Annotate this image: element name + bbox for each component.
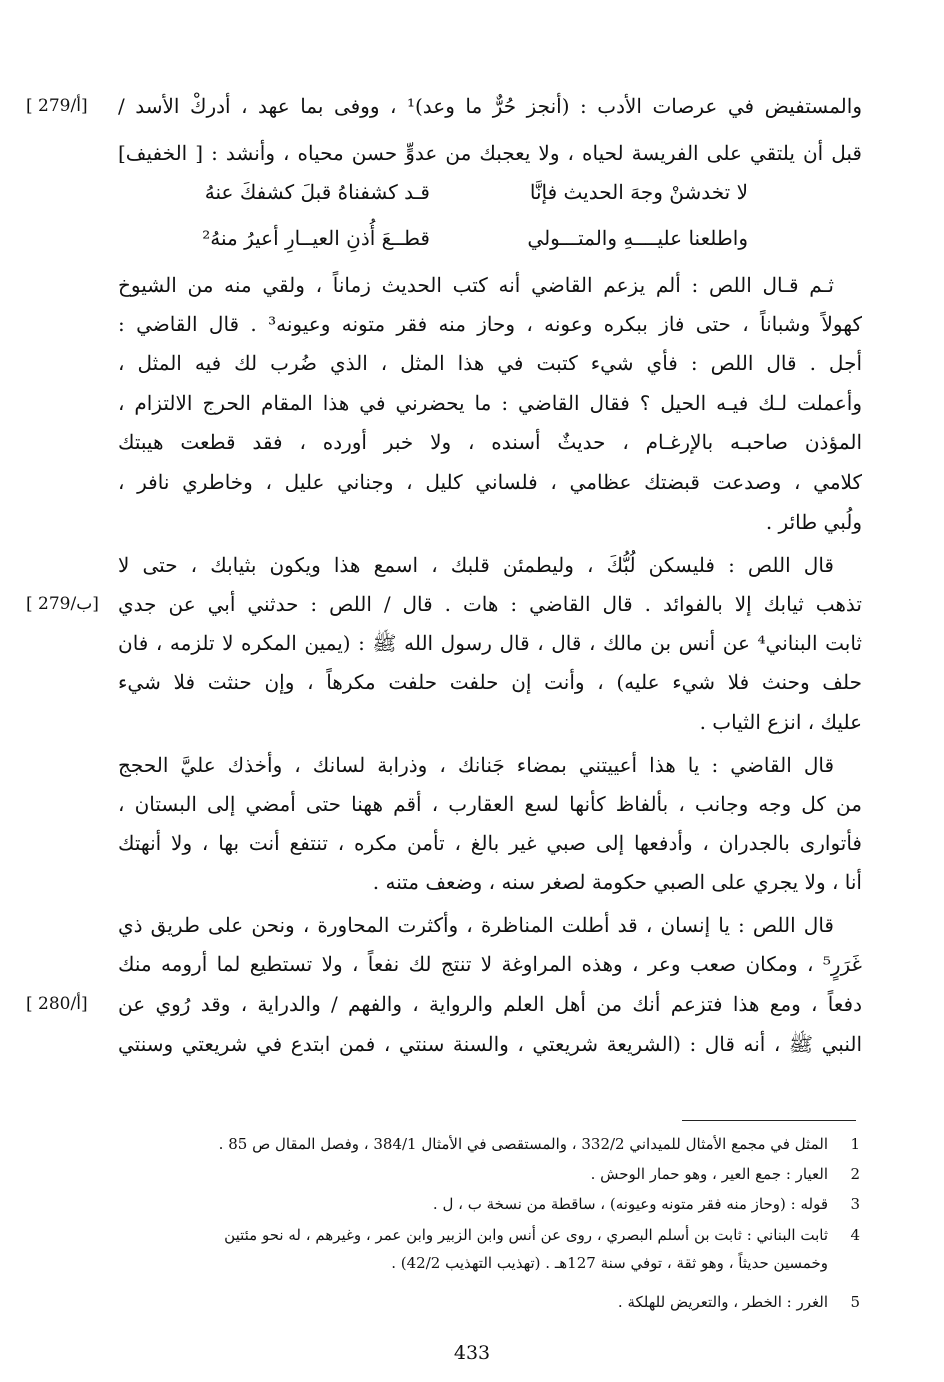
footnote (120, 1289, 860, 1316)
footnote-text: العيار : جمع العير ، وهو حمار الوحش . (590, 1165, 828, 1183)
verse-hemistich: واطلعنا عليــــهِ والمتـــولي (527, 226, 748, 250)
text-line: والمستفيض في عرصات الأدب : (أنجز حُرٌّ ما وعد)¹ ، ووفى بما عهد ، أدركْ الأسد / (118, 94, 862, 118)
text-line: حلف وحنث فلا شيء عليه) ، وأنت إن حلفت حلفت مكرهاً ، وإن حنثت فلا شيء (118, 670, 862, 694)
folio-marker: [ 279/أ] (26, 96, 88, 116)
text-line: أجل . قال اللص : فأي شيء كتبت في هذا المثل ، الذي ضُرب لك فيه المثل ، (118, 351, 862, 375)
text-line: دفعاً ، ومع هذا فتزعم أنك من أهل العلم والرواية ، والفهم / والدراية ، وقد رُوي عن (118, 992, 862, 1016)
footnote-text: ثابت البناني : ثابت بن أسلم البصري ، روى عن أنس وابن الزبير وابن عمر ، وغيرهم ، له نحو مئتين (224, 1226, 828, 1244)
verse-hemistich: لا تخدشنْ وجهَ الحديث فإنَّا (529, 180, 748, 204)
footnote-number: 3 (850, 1195, 860, 1213)
text-line: كهولاً وشباناً ، حتى فاز ببكره وعونه ، وحاز منه فقر متونه وعيونه³ . قال القاضي : (118, 312, 862, 336)
text-line: فأتوارى بالجدران ، وأدفعها إلى صبي غير بالغ ، تأمن مكره ، تنتفع أنت بها ، ولا أنهتك (118, 831, 862, 855)
text-line: غَرَرٍ⁵ ، ومكان صعب وعر ، وهذه المراوغة لا تنتج لك نفعاً ، ولا تستطيع لما أرومه منك (118, 952, 862, 976)
text-line: قال اللص : يا إنسان ، قد أطلت المناظرة ، وأكثرت المحاورة ، ونحن على طريق ذي (118, 913, 834, 937)
footnote-number: 4 (850, 1226, 860, 1244)
text-line: النبي ﷺ ، أنه قال : (الشريعة شريعتي ، والسنة سنتي ، فمن ابتدع في شريعتي وسنتي (118, 1032, 862, 1056)
footnote-number: 5 (850, 1293, 860, 1311)
footnote-text: وخمسين حديثاً ، وهو ثقة ، توفي سنة 127هـ . (تهذيب التهذيب 42/2) . (391, 1254, 828, 1272)
text-line: تذهب ثيابك إلا بالفوائد . قال القاضي : هات . قال / اللص : حدثني أبي عن جدي (118, 592, 862, 616)
footnote-number: 1 (850, 1135, 860, 1153)
text-line: وأعملت لـك فيـه الحيل ؟ فقال القاضي : ما يحضرني في هذا المقام الحرج الالتزام ، (118, 391, 862, 415)
text-line: من كل وجه وجانب ، بألفاظ كأنها لسع العقارب ، أقم ههنا حتى أمضي إلى البستان ، (118, 792, 862, 816)
text-line: قال القاضي : يا هذا أعييتني بمضاء جَنانك ، وذرابة لسانك ، وأخذك عليَّ الحجج (118, 753, 834, 777)
verse-hemistich: قـد كشفناهُ قبلَ كشفكَ عنهُ (204, 180, 430, 204)
text-line: ولُبي طائر . (765, 510, 862, 534)
text-line: ثابت البناني⁴ عن أنس بن مالك ، قال ، قال رسول الله ﷺ : (يمين المكره لا تلزمه ، فان (118, 631, 862, 655)
text-line: أنا ، ولا يجري على الصبي حكومة لصغر سنه ، وضعف متنه . (372, 870, 862, 894)
footnote-text: المثل في مجمع الأمثال للميداني 332/2 ، والمستقصى في الأمثال 384/1 ، وفصل المقال ص 85 . (218, 1135, 828, 1153)
footnote-text: الغرر : الخطر ، والتعريض للهلكة . (617, 1293, 828, 1311)
text-line: قال اللص : فليسكن لُبُّكَ ، وليطمئن قلبك ، اسمع هذا ويكون بثيابك ، حتى لا (118, 553, 834, 577)
footnote (120, 1191, 860, 1218)
text-line: المؤذن صاحبـه بالإرغـام ، حديثٌ أسنده ، ولا خبر أورده ، فقد قطعت هيبتك (118, 430, 862, 454)
footnote-text: قوله : (وحاز منه فقر متونه وعيونه) ، ساقطة من نسخة ب ، ل . (432, 1195, 828, 1213)
text-line: عليك ، انزع الثياب . (699, 710, 862, 734)
footnote-number: 2 (850, 1165, 860, 1183)
footnote (120, 1222, 860, 1249)
text-line: قبل أن يلتقي على الفريسة لحياه ، ولا يعجبك من عدوٍّ حسن محياه ، وأنشد : [ الخفيف] (118, 141, 862, 165)
footnote (120, 1131, 860, 1158)
folio-marker: [ 280/أ] (26, 994, 88, 1014)
verse-hemistich: قطــعَ أُذنِ العيــارِ أعيرُ منهُ² (202, 226, 430, 250)
page-number: 433 (453, 1342, 491, 1364)
footnote (120, 1161, 860, 1188)
folio-marker: [ 279/ب] (26, 594, 99, 614)
footnote-continuation (120, 1250, 860, 1277)
text-line: ثـم قـال اللص : ألم يزعم القاضي أنه كتب الحديث زماناً ، ولقي منه من الشيوخ (118, 273, 834, 297)
footnote-separator (682, 1120, 856, 1121)
text-line: كلامي ، وصدعت قبضتك عظامي ، فلساني كليل ، وجناني عليل ، وخاطري نافر ، (118, 470, 862, 494)
